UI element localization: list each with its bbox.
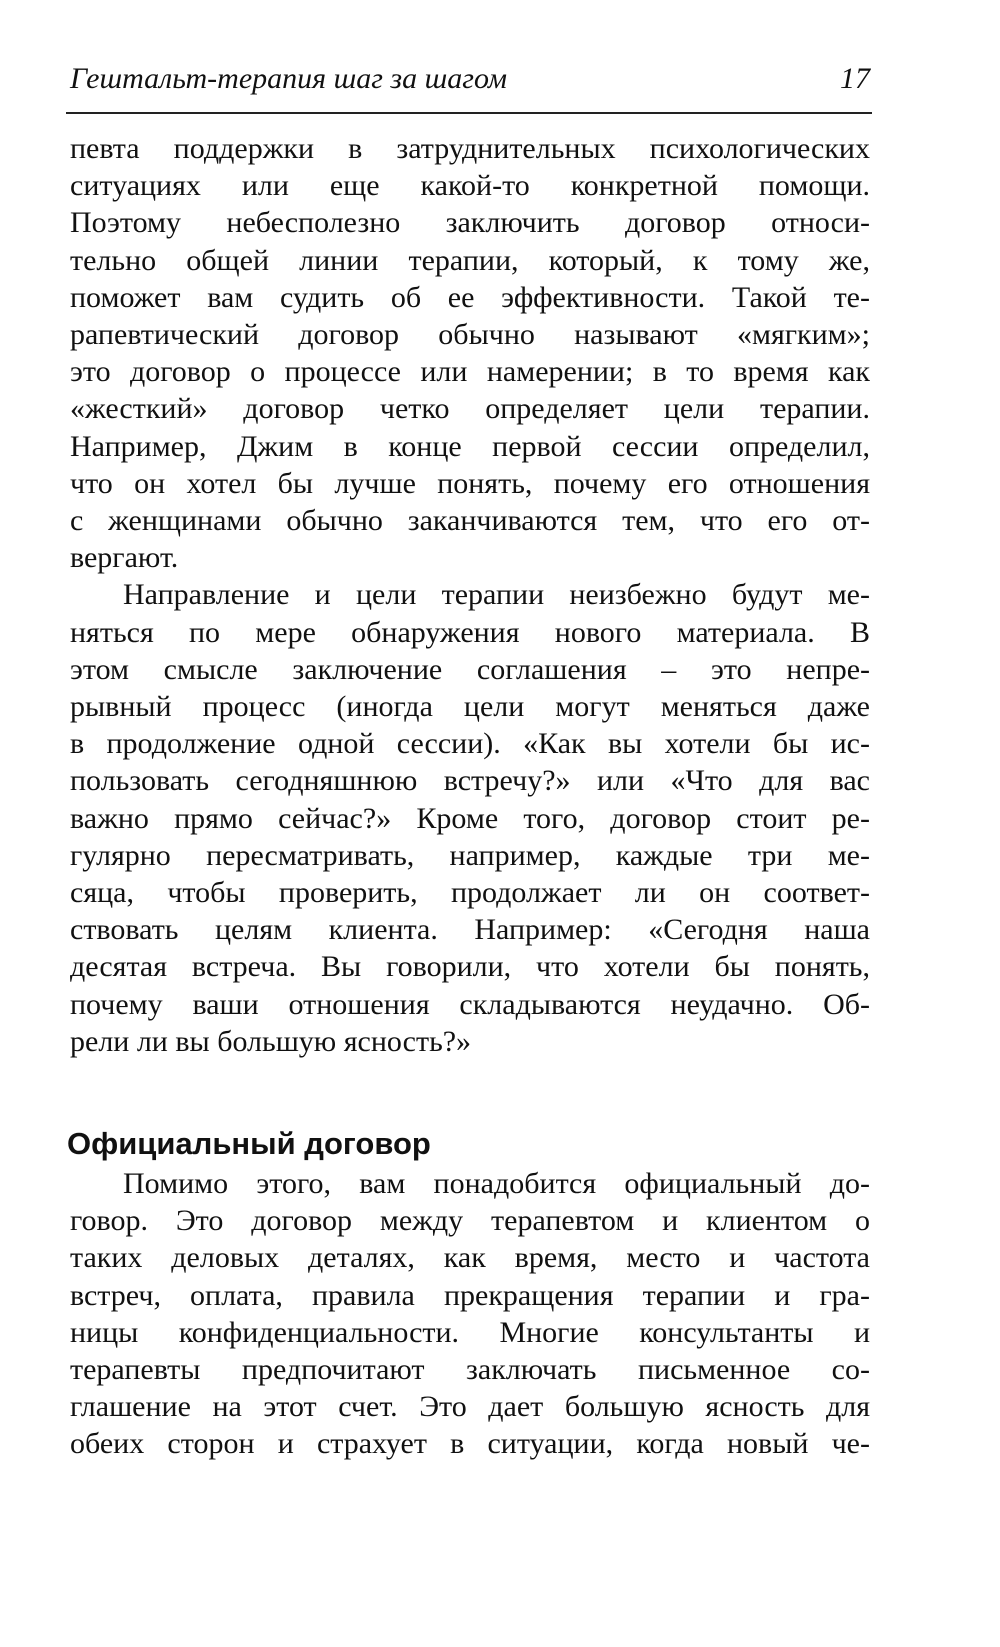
header-rule xyxy=(66,112,872,114)
text-line: «жесткий» договор четко определяет цели терапии. xyxy=(70,392,870,426)
text-line: рапевтический договор обычно называют «мягким»; xyxy=(70,318,870,352)
text-line: терапевты предпочитают заключать письменное со- xyxy=(70,1353,870,1387)
paragraph-2 xyxy=(70,576,870,1060)
text-line: ствовать целям клиента. Например: «Сегодня наша xyxy=(70,913,870,947)
text-line: ницы конфиденциальности. Многие консультанты и xyxy=(70,1315,870,1349)
running-head xyxy=(70,62,870,102)
text-line: Поэтому небесполезно заключить договор относи- xyxy=(70,206,870,240)
running-title: Гештальт-терапия шаг за шагом xyxy=(70,62,507,95)
text-line: Направление и цели терапии неизбежно будут ме- xyxy=(123,578,870,612)
section-heading: Официальный договор xyxy=(67,1126,431,1161)
text-line: десятая встреча. Вы говорили, что хотели бы понять, xyxy=(70,950,870,984)
text-line: что он хотел бы лучше понять, почему его отношения xyxy=(70,466,870,500)
text-line: певта поддержки в затруднительных психологических xyxy=(70,132,870,165)
text-line: вергают. xyxy=(70,541,179,575)
text-line: поможет вам судить об ее эффективности. Такой те- xyxy=(70,280,870,314)
text-line: это договор о процессе или намерении; в то время как xyxy=(70,355,870,389)
text-line: тельно общей линии терапии, который, к тому же, xyxy=(70,243,870,277)
text-line: таких деловых деталях, как время, место и частота xyxy=(70,1241,870,1275)
text-line: обеих сторон и страхует в ситуации, когда новый че- xyxy=(70,1427,870,1461)
text-line: говор. Это договор между терапевтом и клиентом о xyxy=(70,1204,870,1238)
text-line: гулярно пересматривать, например, каждые три ме- xyxy=(70,838,870,872)
text-line: с женщинами обычно заканчиваются тем, что его от- xyxy=(70,504,870,538)
text-line: встреч, оплата, правила прекращения терапии и гра- xyxy=(70,1278,870,1312)
text-line: рели ли вы большую ясность?» xyxy=(70,1024,472,1058)
text-line: глашение на этот счет. Это дает большую ясность для xyxy=(70,1390,870,1424)
text-line: ситуациях или еще какой-то конкретной помощи. xyxy=(70,169,870,203)
section-body-text xyxy=(70,1165,870,1463)
paragraph-3 xyxy=(70,1165,870,1463)
text-line: важно прямо сейчас?» Кроме того, договор стоит ре- xyxy=(70,801,870,835)
text-line: в продолжение одной сессии). «Как вы хотели бы ис- xyxy=(70,727,870,761)
paragraph-1 xyxy=(70,130,870,576)
text-line: няться по мере обнаружения нового материала. В xyxy=(70,615,870,649)
text-line: сяца, чтобы проверить, продолжает ли он соответ- xyxy=(70,876,870,910)
text-line: этом смысле заключение соглашения – это непре- xyxy=(70,652,870,686)
text-line: Например, Джим в конце первой сессии определил, xyxy=(70,429,870,463)
page-number: 17 xyxy=(840,62,870,95)
text-line: Помимо этого, вам понадобится официальный до- xyxy=(123,1167,870,1200)
text-line: пользовать сегодняшнюю встречу?» или «Что для вас xyxy=(70,764,870,798)
text-line: рывный процесс (иногда цели могут меняться даже xyxy=(70,690,870,724)
text-line: почему ваши отношения складываются неудачно. Об- xyxy=(70,987,870,1021)
body-text xyxy=(70,130,870,1060)
